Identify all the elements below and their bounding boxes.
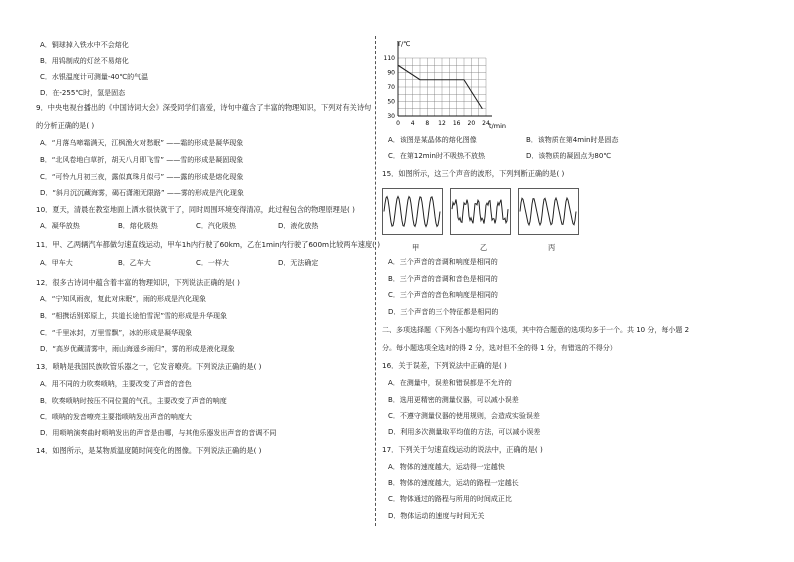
q11-option-c: C．一样大 [196, 259, 229, 267]
q17-option-d: D．物体运动的速度与时间无关 [388, 512, 485, 520]
y-tick-label: 90 [387, 69, 395, 77]
q14-option-d: D．该物质的凝固点为80℃ [526, 152, 612, 160]
q13-option-b: B．吹奏唢呐时按压不同位置的气孔，主要改变了声音的响度 [40, 397, 227, 405]
q14-option-a: A．该图是某晶体的熔化图像 [388, 136, 477, 144]
q8-option-d: D．在-255℃时，氢是固态 [40, 89, 126, 97]
q15-option-b: B．三个声音的音调和音色是相同的 [388, 275, 498, 283]
x-tick-label: 8 [425, 120, 430, 127]
y-tick-label: 110 [383, 55, 395, 63]
q16-stem: 16．关于误差，下列说法中正确的是( ) [382, 361, 507, 370]
section2-title-line2: 分。每小题选项全选对的得 2 分，选对但不全的得 1 分，有错选的不得分） [382, 344, 617, 352]
q16-option-c: C．不遵守测量仪器的使用规则，会造成实验误差 [388, 412, 540, 420]
q15-option-d: D．三个声音的三个特征都是相同的 [388, 308, 499, 316]
q11-stem: 11．甲、乙两辆汽车都做匀速直线运动，甲车1h内行驶了60km，乙在1min内行驶了600m比较两车速度( ) [36, 240, 381, 249]
q13-option-a: A．用不同的力吹奏唢呐，主要改变了声音的音色 [40, 380, 192, 388]
sound-waveforms [382, 188, 632, 236]
q13-stem: 13．唢呐是我国民族吹管乐器之一，它发音嘹亮。下列说法正确的是( ) [36, 362, 262, 371]
temperature-time-chart [380, 38, 510, 134]
q10-option-a: A．凝华放热 [40, 222, 80, 230]
y-tick-label: 70 [387, 84, 395, 92]
q10-option-c: C．汽化吸热 [196, 222, 236, 230]
q14-option-c: C．在第12min时不吸热不放热 [388, 152, 485, 160]
wave-label-jia: 甲 [412, 243, 420, 252]
q10-option-b: B．熔化吸热 [118, 222, 158, 230]
y-tick-label: 30 [387, 113, 395, 121]
q12-option-b: B．“相携话别郑原上，共道长途怕雪泥”雪的形成是升华现象 [40, 312, 228, 320]
q13-option-c: C．唢呐的发音嘹亮主要指唢呐发出声音的响度大 [40, 413, 192, 421]
q11-option-a: A．甲车大 [40, 259, 73, 267]
wave-label-yi: 乙 [480, 243, 488, 252]
waveform-jia [383, 189, 443, 235]
q17-option-b: B．物体的速度越大，运动的路程一定越长 [388, 479, 519, 487]
x-tick-label: 16 [452, 120, 461, 127]
q16-option-a: A．在测量中，误差和错误都是不允许的 [388, 379, 512, 387]
y-tick-label: 50 [387, 98, 395, 106]
q17-option-a: A．物体的速度越大，运动得一定越快 [388, 463, 505, 471]
q14-option-b: B．该物质在第4min时是固态 [526, 136, 619, 144]
x-tick-label: 20 [467, 120, 476, 127]
q9-option-d: D．“斜月沉沉藏海雾，碣石潇湘无限路” ——雾的形成是汽化现象 [40, 189, 244, 197]
q12-option-a: A．“宁知风雨夜，复此对床眠”，雨的形成是汽化现象 [40, 295, 207, 303]
chart-x-ticks [396, 120, 490, 127]
q12-option-c: C．“千里冰封，万里雪飘”，冰的形成是凝华现象 [40, 329, 193, 337]
q9-option-a: A．“月落乌啼霜满天，江枫渔火对愁眠” ——霜的形成是凝华现象 [40, 139, 244, 147]
q12-stem: 12．很多古诗词中蕴含着丰富的物理知识，下列说法正确的是( ) [36, 278, 240, 287]
chart-y-ticks [384, 55, 396, 120]
q9-option-c: C．“可怜九月初三夜，露似真珠月似弓” ——露的形成是熔化现象 [40, 173, 244, 181]
q14-stem: 14．如图所示，是某物质温度随时间变化的图像。下列说法正确的是( ) [36, 446, 262, 455]
chart-y-axis-label: T/℃ [397, 40, 411, 48]
column-divider [375, 36, 376, 526]
q17-option-c: C．物体通过的路程与所用的时间成正比 [388, 495, 512, 503]
x-tick-label: 12 [438, 120, 446, 127]
q10-option-d: D．液化放热 [278, 222, 319, 230]
q16-option-b: B．选用更精密的测量仪器，可以减小误差 [388, 396, 519, 404]
waveform-yi [451, 189, 511, 235]
chart-x-axis-label: t/min [489, 122, 506, 130]
q11-option-d: D．无法确定 [278, 259, 319, 267]
waveform-bing [519, 189, 579, 235]
x-tick-label: 24 [482, 120, 490, 127]
q9-option-b: B．“北风卷地白草折，胡天八月即飞雪” ——雪的形成是凝固现象 [40, 156, 244, 164]
section2-title-line1: 二、多项选择题（下列各小题均有四个选项，其中符合题意的选项均多于一个。共 10 分，每小题 2 [382, 326, 690, 334]
q8-option-b: B．用钨制成的灯丝不易熔化 [40, 57, 129, 65]
q8-option-c: C．水银温度计可测量-40℃的气温 [40, 73, 149, 81]
q15-option-c: C．三个声音的音色和响度是相同的 [388, 291, 498, 299]
x-tick-label: 0 [396, 120, 400, 127]
q15-stem: 15．如图所示，这三个声音的波形，下列判断正确的是( ) [382, 169, 565, 178]
q12-option-d: D．“高岁优藏清雾中，雨山海遥乡雨归”，雾的形成是液化现象 [40, 345, 235, 353]
chart-grid [398, 42, 492, 116]
q9-stem-line2: 的分析正确的是( ) [36, 121, 95, 130]
x-tick-label: 4 [410, 120, 415, 127]
q17-stem: 17．下列关于匀速直线运动的说法中，正确的是( ) [382, 445, 543, 454]
q10-stem: 10．夏天，清晨在教室地面上洒水很快就干了，同时周围环境变得清凉，此过程包含的物理原理是( ) [36, 205, 355, 214]
q16-option-d: D．利用多次测量取平均值的方法，可以减小误差 [388, 428, 541, 436]
q8-option-a: A．铜球掉入铁水中不会熔化 [40, 41, 129, 49]
q9-stem-line1: 9．中央电视台播出的《中国诗词大会》深受同学们喜爱，诗句中蕴含了丰富的物理知识，下列对有关诗句 [36, 103, 372, 112]
wave-label-bing: 丙 [548, 243, 556, 252]
q13-option-d: D．用唢呐演奏曲时唢呐发出的声音是由哪，与其他乐器发出声音的音调不同 [40, 429, 277, 437]
q11-option-b: B．乙车大 [118, 259, 151, 267]
q15-option-a: A．三个声音的音调和响度是相同的 [388, 258, 498, 266]
